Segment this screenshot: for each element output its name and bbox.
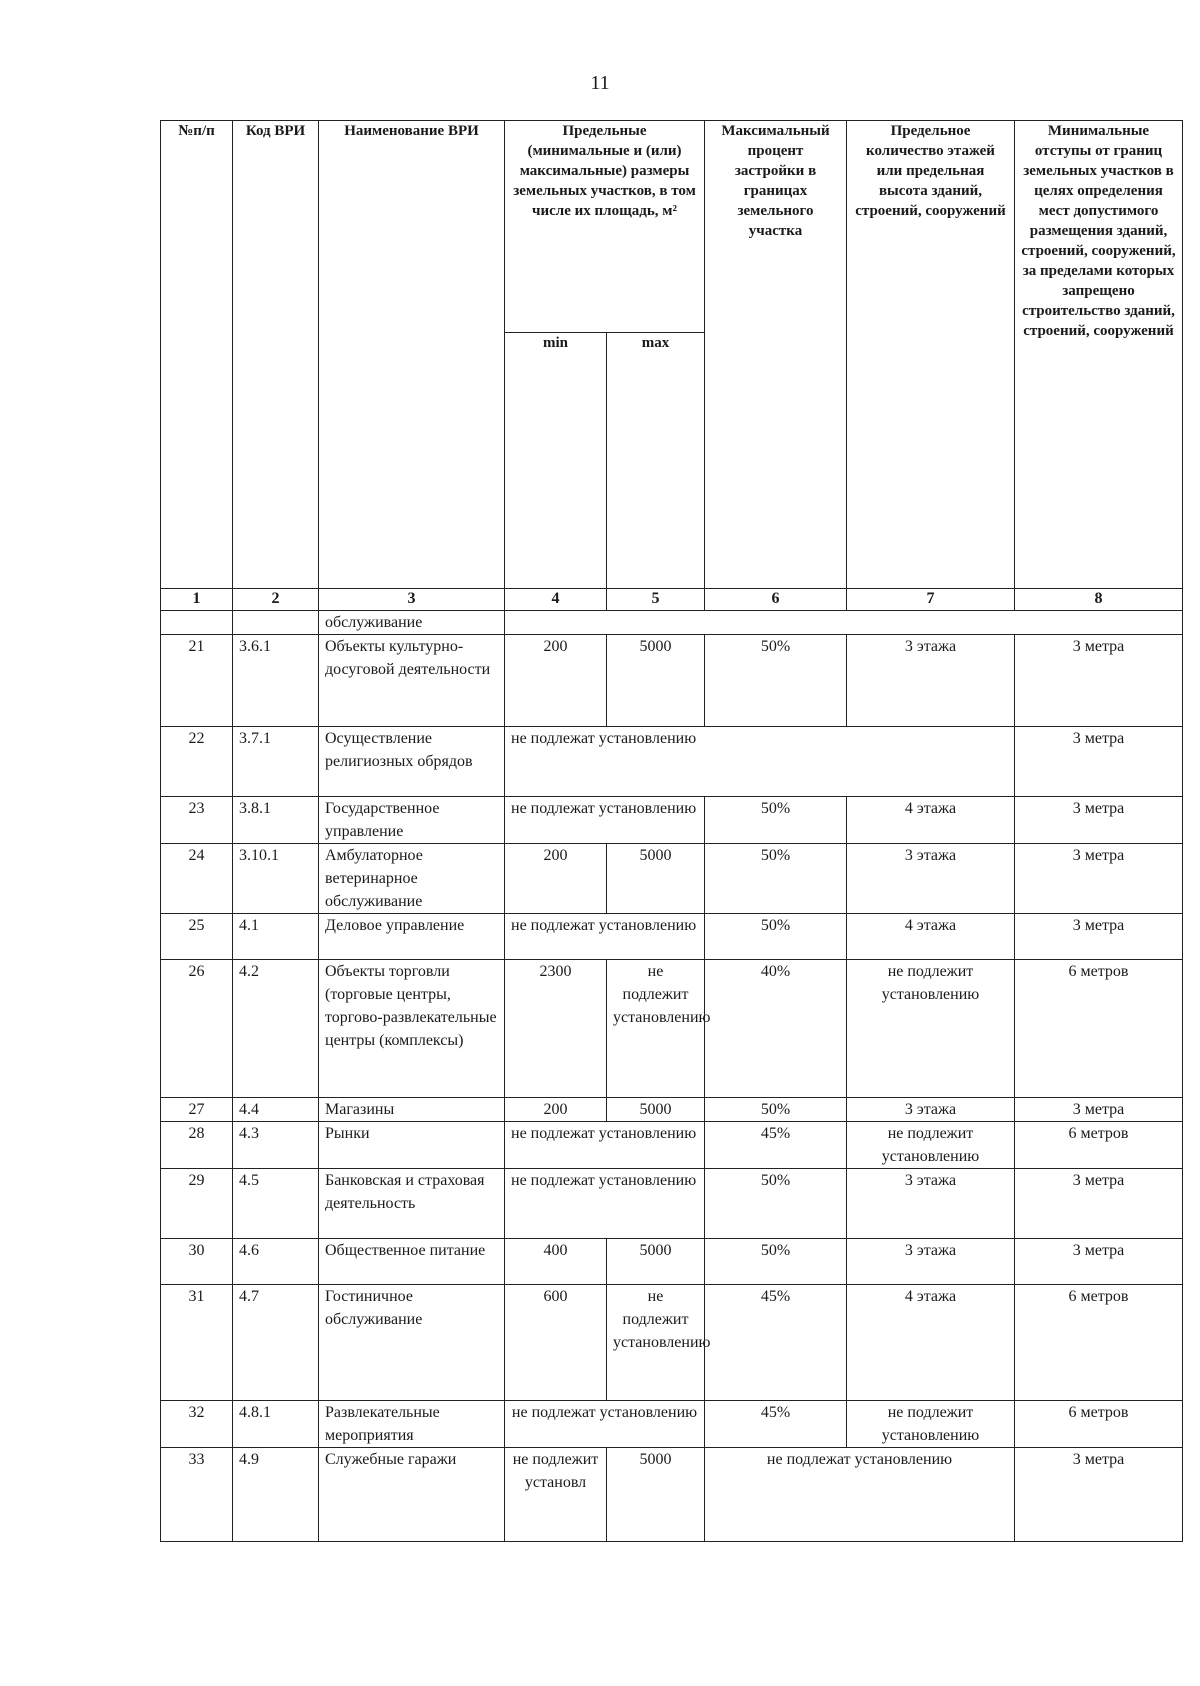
continuation-cell: [233, 611, 319, 635]
page-number: 11: [590, 72, 610, 94]
row-code: 4.4: [233, 1098, 319, 1122]
row-name: Служебные гаражи: [319, 1448, 505, 1542]
row-percent: 50%: [705, 844, 847, 914]
header-setbacks: Минимальные отступы от границ земельных участков в целях определения мест допустимого размещения зданий, строений, сооружений, за пределами которых запрещено строительство зданий, строений, сооружений: [1015, 121, 1183, 589]
row-percent: 50%: [705, 1239, 847, 1285]
row-percent: 50%: [705, 1098, 847, 1122]
header-max: max: [607, 333, 705, 589]
row-num: 21: [161, 635, 233, 727]
row-max: 5000: [607, 1239, 705, 1285]
row-name: Объекты культурно-досуговой деятельности: [319, 635, 505, 727]
row-name: Развлекательные мероприятия: [319, 1401, 505, 1448]
row-merged-value: не подлежат установлению: [505, 727, 1015, 797]
row-max: 5000: [607, 1448, 705, 1542]
row-min: 200: [505, 1098, 607, 1122]
row-num: 29: [161, 1169, 233, 1239]
header-floors: Предельное количество этажей или предельная высота зданий, строений, сооружений: [847, 121, 1015, 589]
row-num: 30: [161, 1239, 233, 1285]
row-setback: 3 метра: [1015, 635, 1183, 727]
row-min: не подлежит установл: [505, 1448, 607, 1542]
col-number: 1: [161, 589, 233, 611]
row-setback: 6 метров: [1015, 1122, 1183, 1169]
header-min: min: [505, 333, 607, 589]
row-name: Осуществление религиозных обрядов: [319, 727, 505, 797]
col-number: 6: [705, 589, 847, 611]
row-setback: 6 метров: [1015, 1401, 1183, 1448]
continuation-cell: [161, 611, 233, 635]
row-code: 3.10.1: [233, 844, 319, 914]
row-floors: не подлежит установлению: [847, 960, 1015, 1098]
row-floors: 4 этажа: [847, 797, 1015, 844]
row-floors: 4 этажа: [847, 1285, 1015, 1401]
row-setback: 3 метра: [1015, 844, 1183, 914]
row-floors: 3 этажа: [847, 1239, 1015, 1285]
row-setback: 3 метра: [1015, 797, 1183, 844]
header-sizes: Предельные (минимальные и (или) максимальные) размеры земельных участков, в том числе их площадь, м²: [505, 121, 705, 333]
row-name: Банковская и страховая деятельность: [319, 1169, 505, 1239]
header-percent: Максимальный процент застройки в границах земельного участка: [705, 121, 847, 589]
continuation-cell: [505, 611, 1183, 635]
row-name: Магазины: [319, 1098, 505, 1122]
row-num: 26: [161, 960, 233, 1098]
row-name: Гостиничное обслуживание: [319, 1285, 505, 1401]
row-num: 22: [161, 727, 233, 797]
regulations-table: [160, 120, 1183, 1542]
row-size-merged: не подлежат установлению: [505, 1122, 705, 1169]
row-setback: 3 метра: [1015, 1169, 1183, 1239]
row-percent: 50%: [705, 635, 847, 727]
row-setback: 3 метра: [1015, 1098, 1183, 1122]
row-code: 4.9: [233, 1448, 319, 1542]
row-num: 31: [161, 1285, 233, 1401]
col-number: 7: [847, 589, 1015, 611]
continuation-text: обслуживание: [319, 611, 505, 635]
row-min: 200: [505, 635, 607, 727]
col-number: 3: [319, 589, 505, 611]
row-floors: 3 этажа: [847, 635, 1015, 727]
row-max: 5000: [607, 844, 705, 914]
row-min: 200: [505, 844, 607, 914]
row-size-merged: не подлежат установлению: [505, 914, 705, 960]
row-code: 3.7.1: [233, 727, 319, 797]
row-code: 3.8.1: [233, 797, 319, 844]
row-size-merged: не подлежат установлению: [505, 797, 705, 844]
row-code: 4.2: [233, 960, 319, 1098]
row-percent: 40%: [705, 960, 847, 1098]
row-code: 4.5: [233, 1169, 319, 1239]
row-percent: 50%: [705, 914, 847, 960]
row-code: 4.7: [233, 1285, 319, 1401]
row-num: 28: [161, 1122, 233, 1169]
row-max: 5000: [607, 635, 705, 727]
row-floors: 4 этажа: [847, 914, 1015, 960]
row-setback: 3 метра: [1015, 1448, 1183, 1542]
row-num: 33: [161, 1448, 233, 1542]
row-num: 25: [161, 914, 233, 960]
row-percent: 50%: [705, 797, 847, 844]
col-number: 4: [505, 589, 607, 611]
row-num: 24: [161, 844, 233, 914]
col-number: 5: [607, 589, 705, 611]
row-min: 400: [505, 1239, 607, 1285]
row-code: 4.6: [233, 1239, 319, 1285]
col-number: 8: [1015, 589, 1183, 611]
row-setback: 3 метра: [1015, 914, 1183, 960]
row-floors: не подлежит установлению: [847, 1122, 1015, 1169]
row-floors: 3 этажа: [847, 1169, 1015, 1239]
row-max: не подлежит установлению: [607, 1285, 705, 1401]
row-code: 4.1: [233, 914, 319, 960]
header-code: Код ВРИ: [233, 121, 319, 589]
row-code: 4.8.1: [233, 1401, 319, 1448]
row-name: Государственное управление: [319, 797, 505, 844]
row-max: 5000: [607, 1098, 705, 1122]
row-setback: 3 метра: [1015, 1239, 1183, 1285]
row-setback: 6 метров: [1015, 1285, 1183, 1401]
row-min: 600: [505, 1285, 607, 1401]
row-min: 2300: [505, 960, 607, 1098]
row-code: 3.6.1: [233, 635, 319, 727]
row-size-merged: не подлежат установлению: [505, 1401, 705, 1448]
row-percent: 45%: [705, 1285, 847, 1401]
row-num: 27: [161, 1098, 233, 1122]
row-floors: не подлежит установлению: [847, 1401, 1015, 1448]
row-num: 23: [161, 797, 233, 844]
row-percent: 45%: [705, 1401, 847, 1448]
row-percent: 45%: [705, 1122, 847, 1169]
row-num: 32: [161, 1401, 233, 1448]
row-percent: 50%: [705, 1169, 847, 1239]
row-name: Амбулаторное ветеринарное обслуживание: [319, 844, 505, 914]
row-name: Общественное питание: [319, 1239, 505, 1285]
col-number: 2: [233, 589, 319, 611]
row-setback: 3 метра: [1015, 727, 1183, 797]
row-floors: 3 этажа: [847, 844, 1015, 914]
header-num: №п/п: [161, 121, 233, 589]
header-name: Наименование ВРИ: [319, 121, 505, 589]
row-name: Объекты торговли (торговые центры, торгово-развлекательные центры (комплексы): [319, 960, 505, 1098]
row-name: Деловое управление: [319, 914, 505, 960]
row-floors: 3 этажа: [847, 1098, 1015, 1122]
row-name: Рынки: [319, 1122, 505, 1169]
row-size-merged: не подлежат установлению: [505, 1169, 705, 1239]
row-max: не подлежит установлению: [607, 960, 705, 1098]
row-setback: 6 метров: [1015, 960, 1183, 1098]
row-code: 4.3: [233, 1122, 319, 1169]
row-merged-value: не подлежат установлению: [705, 1448, 1015, 1542]
